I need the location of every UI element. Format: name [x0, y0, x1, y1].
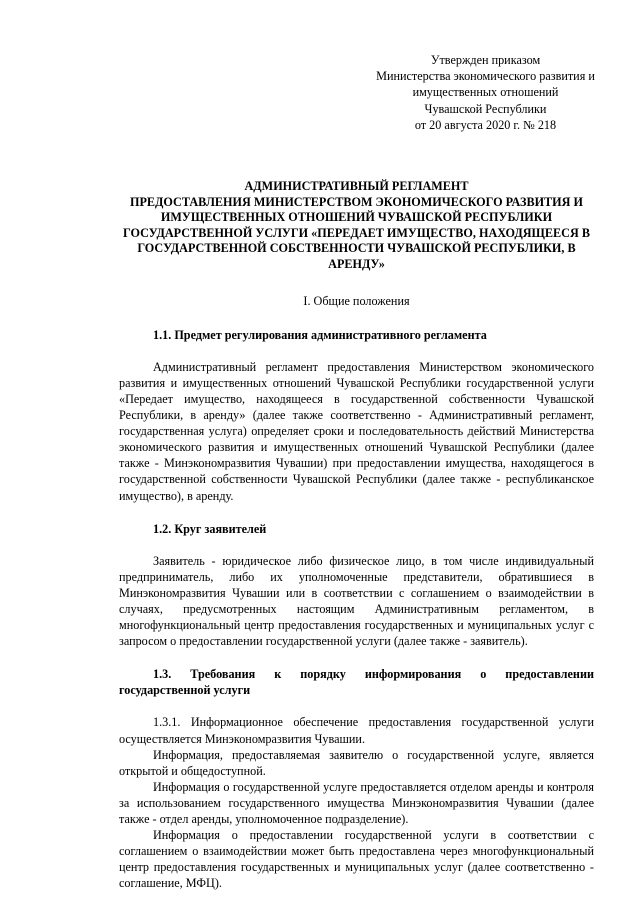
section-paragraph-1-3-3: Информация о государственной услуге предоставляется отделом аренды и контроля за использованием государственного имущества Минэкономразвития Чувашии (далее также - отдел аренды, уполномоченное подразделение).: [119, 779, 594, 827]
approval-line: имущественных отношений: [412, 85, 559, 100]
approval-line: от 20 августа 2020 г. № 218: [414, 117, 557, 132]
title-line: ГОСУДАРСТВЕННОЙ СОБСТВЕННОСТИ ЧУВАШСКОЙ РЕСПУБЛИКИ, В: [137, 241, 576, 256]
section-paragraph-1-3-2: Информация, предоставляемая заявителю о государственной услуге, является открытой и общедоступной.: [119, 747, 594, 778]
section-paragraph-1-1: Административный регламент предоставления Министерством экономического развития и имущественных отношений Чувашской Республики государственной услуги «Передает имущество, находящееся в государственной собственности Чувашской Республики, в аренду» (далее также соответственно - Административный регламент, государственная услуга) определяет сроки и последовательность действий Министерства экономического развития и имущественных отношений Чувашской Республики (далее также - Минэкономразвития Чувашии) при предоставлении имущества, находящегося в государственной собственности Чувашской Республики (далее также - республиканское имущество), в аренду.: [119, 359, 594, 503]
section-heading-1-3: [119, 666, 594, 698]
title-line: АДМИНИСТРАТИВНЫЙ РЕГЛАМЕНТ: [244, 179, 469, 194]
title-line: ГОСУДАРСТВЕННОЙ УСЛУГИ «ПЕРЕДАЕТ ИМУЩЕСТВО, НАХОДЯЩЕЕСЯ В: [123, 225, 590, 240]
title-line: АРЕНДУ»: [328, 256, 385, 271]
chapter-heading: I. Общие положения: [303, 293, 410, 308]
approval-line: Чувашской Республики: [424, 101, 547, 116]
section-heading-line: государственной услуги: [119, 683, 251, 698]
approval-line: Министерства экономического развития и: [376, 69, 595, 84]
section-paragraph-1-3-1: 1.3.1. Информационное обеспечение предоставления государственной услуги осуществляется Минэкономразвития Чувашии.: [119, 715, 594, 746]
section-paragraph-1-2: Заявитель - юридическое либо физическое лицо, в том числе индивидуальный предприниматель, либо их уполномоченные представители, обратившиеся в Минэкономразвития Чувашии или в соответствии с соглашением о взаимодействии в случаях, предусмотренных настоящим Административным регламентом, в многофункциональный центр предоставления государственных и муниципальных услуг с запросом о предоставлении государственной услуги (далее также - заявитель).: [119, 553, 594, 649]
section-heading-line: 1.3. Требования к порядку информирования о предоставлении: [153, 667, 594, 682]
approval-stamp: [364, 52, 607, 133]
title-line: ИМУЩЕСТВЕННЫХ ОТНОШЕНИЙ ЧУВАШСКОЙ РЕСПУБЛИКИ: [160, 210, 553, 225]
section-paragraph-1-3-4: Информация о предоставлении государственной услуги в соответствии с соглашением о взаимодействии может быть предоставлена через многофункциональный центр предоставления государственных и муниципальных услуг (далее соответственно - соглашение, МФЦ).: [119, 828, 594, 891]
document-title: [119, 179, 594, 273]
section-heading-1-2: 1.2. Круг заявителей: [153, 521, 267, 536]
approval-line: Утвержден приказом: [430, 53, 541, 67]
section-heading-1-1: 1.1. Предмет регулирования административного регламента: [153, 327, 487, 342]
title-line: ПРЕДОСТАВЛЕНИЯ МИНИСТЕРСТВОМ ЭКОНОМИЧЕСКОГО РАЗВИТИЯ И: [129, 194, 583, 209]
